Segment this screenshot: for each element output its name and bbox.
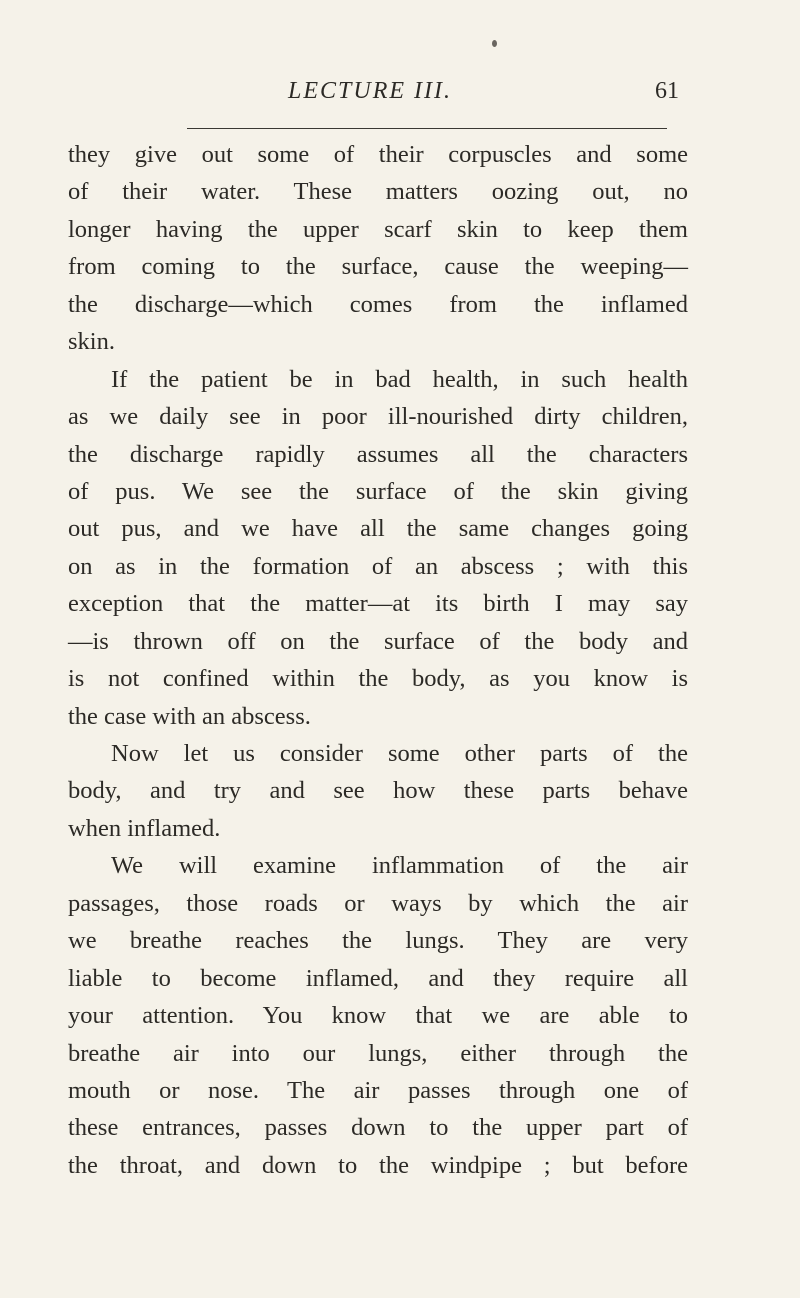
text-line: as we daily see in poor ill-nourished dirty children, [68,403,688,431]
running-title: LECTURE III. [288,78,452,104]
text-line: out pus, and we have all the same changes going [68,515,688,543]
text-line: on as in the formation of an abscess ; with this [68,552,688,580]
text-line: the discharge—which comes from the inflamed [68,290,688,318]
text-line: the discharge rapidly assumes all the characters [68,440,688,468]
paragraph-start-line: If the patient be in bad health, in such health [111,365,688,393]
text-line: body, and try and see how these parts behave [68,777,688,805]
text-line: liable to become inflamed, and they require all [68,964,688,992]
header-rule [187,128,667,129]
body-text [68,136,688,1184]
text-line: of pus. We see the surface of the skin giving [68,477,688,505]
text-line: mouth or nose. The air passes through one of [68,1076,688,1104]
text-line: skin. [68,328,115,356]
paragraph-start-line: We will examine inflammation of the air [111,852,688,880]
text-line: —is thrown off on the surface of the body and [68,627,688,655]
text-line: from coming to the surface, cause the weeping— [68,253,688,281]
text-line: of their water. These matters oozing out, no [68,178,688,206]
text-line: when inflamed. [68,814,221,842]
text-line: the case with an abscess. [68,702,311,730]
text-line: exception that the matter—at its birth I may say [68,590,688,618]
paragraph-start-line: Now let us consider some other parts of the [111,740,688,767]
text-line: passages, those roads or ways by which the air [68,889,688,917]
running-head [0,74,800,114]
text-line: your attention. You know that we are able to [68,1002,688,1030]
text-line: these entrances, passes down to the upper part of [68,1114,688,1142]
page-number: 61 [655,78,679,104]
text-line: we breathe reaches the lungs. They are very [68,927,688,955]
text-line: is not confined within the body, as you know is [68,665,688,693]
text-line: longer having the upper scarf skin to keep them [68,215,688,243]
text-line: breathe air into our lungs, either through the [68,1039,688,1067]
text-line: they give out some of their corpuscles and some [68,141,688,168]
text-line: the throat, and down to the windpipe ; but before [68,1151,688,1179]
ink-speck [492,40,497,47]
